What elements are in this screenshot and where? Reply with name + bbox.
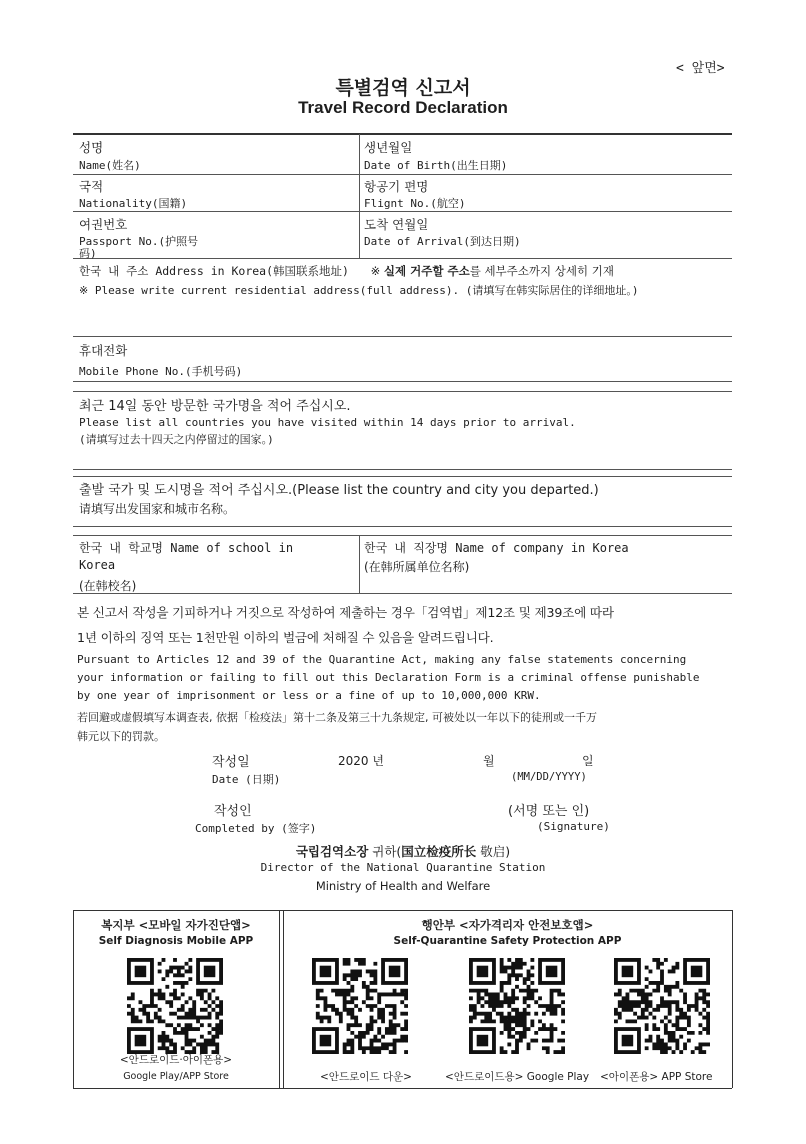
rule — [73, 526, 732, 527]
addressee — [0, 842, 806, 860]
director-mid: 귀하( — [368, 844, 402, 859]
page-side-label: < 앞면> — [676, 61, 725, 76]
school-label: 한국 내 학교명 Name of school in — [79, 541, 294, 555]
company-label: 한국 내 직장명 Name of company in Korea — [364, 541, 629, 555]
rule — [73, 381, 732, 382]
title-korean: 특별검역 신고서 — [335, 77, 471, 99]
arrival-label-en: Date of Arrival(到达日期) — [364, 235, 521, 248]
rule — [73, 391, 732, 392]
director-bold-cn: 国立检疫所长 — [401, 844, 477, 859]
nationality-label-kr: 국적 — [79, 179, 104, 194]
signature-label-en: (Signature) — [537, 820, 610, 833]
date-label-kr: 작성일 — [212, 755, 250, 770]
completed-by-en: Completed by (签字) — [195, 822, 317, 835]
notice-cn-line2: 韩元以下的罚款。 — [77, 730, 165, 743]
right-app-title-en: Self-Quarantine Safety Protection APP — [393, 935, 622, 947]
qr-code-icon — [469, 958, 565, 1054]
rule — [73, 593, 732, 594]
note-mark: ※ — [370, 264, 381, 278]
countries-label-en: Please list all countries you have visited within 14 days prior to arrival. — [79, 416, 576, 429]
notice-kr-line2: 1년 이하의 징역 또는 1천만원 이하의 벌금에 처해질 수 있음을 알려드립니다. — [77, 630, 494, 645]
right-app-title-kr: 행안부 <자가격리자 안전보호앱> — [421, 918, 594, 932]
dob-label-en: Date of Birth(出生日期) — [364, 159, 508, 172]
qr-code-icon — [312, 958, 408, 1054]
app-box-bottom — [73, 1088, 732, 1089]
qr1-label: <안드로이드 다운> — [320, 1071, 412, 1083]
rule — [73, 258, 732, 259]
name-label-kr: 성명 — [79, 140, 104, 155]
flight-label-en: Flignt No.(航空) — [364, 197, 466, 210]
rule — [73, 174, 732, 175]
rule — [73, 336, 732, 337]
date-month: 월 — [483, 754, 495, 768]
column-divider — [359, 536, 360, 593]
notice-kr-line1: 본 신고서 작성을 기피하거나 거짓으로 작성하여 제출하는 경우「검역법」제12조 및 제39조에 따라 — [77, 605, 614, 620]
director-end: 敬启) — [476, 844, 511, 859]
arrival-label-kr: 도착 연월일 — [364, 217, 429, 232]
mobile-label-en: Mobile Phone No.(手机号码) — [79, 365, 243, 378]
notice-cn-line1: 若回避或虚假填写本调查表, 依据「检疫法」第十二条及第三十九条规定, 可被处以一年以下的徒刑或一千万 — [77, 711, 597, 724]
passport-label-kr: 여권번호 — [79, 217, 128, 232]
left-app-store-label: Google Play/APP Store — [123, 1071, 229, 1082]
mobile-label-kr: 휴대전화 — [79, 343, 128, 358]
dob-label-kr: 생년월일 — [364, 140, 413, 155]
rule — [73, 535, 732, 536]
company-label-cn: (在韩所属单位名称) — [364, 560, 470, 574]
passport-label-en: Passport No.(护照号 — [79, 235, 199, 248]
rule — [73, 476, 732, 477]
notice-en-line2: your information or failing to fill out this Declaration Form is a criminal offense punishable — [77, 671, 700, 684]
nationality-label-en: Nationality(国籍) — [79, 197, 188, 210]
rule — [73, 211, 732, 212]
address-note-rest: 를 세부주소까지 상세히 기재 — [469, 264, 614, 278]
app-box-right — [732, 910, 733, 1088]
date-day: 일 — [582, 754, 594, 768]
date-year: 2020 년 — [338, 754, 384, 768]
rule — [73, 469, 732, 470]
countries-label-cn: (请填写过去十四天之内停留过的国家。) — [79, 433, 274, 446]
date-format: (MM/DD/YYYY) — [511, 771, 587, 783]
left-app-label: <안드로이드·아이폰용> — [119, 1054, 233, 1066]
school-label-cont: Korea — [79, 558, 116, 572]
departure-label-cn: 请填写出发国家和城市名称。 — [79, 502, 236, 516]
left-app-title-kr: 복지부 <모바일 자가진단앱> — [101, 918, 251, 932]
app-box-divider — [279, 910, 280, 1088]
app-box-top — [73, 910, 732, 911]
column-divider — [359, 134, 360, 258]
name-label-en: Name(姓名) — [79, 159, 141, 172]
qr3-label: <아이폰용> APP Store — [600, 1071, 713, 1083]
qr-code-icon — [127, 958, 223, 1054]
address-note-en: ※ Please write current residential address(full address). (请填写在韩实际居住的详细地址。) — [79, 284, 639, 297]
director-en: Director of the National Quarantine Station — [260, 861, 546, 874]
address-label-text: 한국 내 주소 Address in Korea(韩国联系地址) — [79, 264, 349, 278]
passport-label-en-cont: 码) — [79, 247, 97, 260]
address-label — [79, 263, 614, 279]
ministry-name: Ministry of Health and Welfare — [315, 879, 491, 893]
notice-en-line1: Pursuant to Articles 12 and 39 of the Quarantine Act, making any false statements concerning — [77, 653, 687, 666]
left-app-title-en: Self Diagnosis Mobile APP — [98, 935, 254, 947]
director-bold-kr: 국립검역소장 — [295, 844, 369, 859]
date-label-en: Date (日期) — [212, 773, 281, 786]
flight-label-kr: 항공기 편명 — [364, 179, 429, 194]
qr2-label: <안드로이드용> Google Play — [445, 1071, 590, 1083]
address-note-bold: 실제 거주할 주소 — [383, 264, 470, 278]
notice-en-line3: by one year of imprisonment or less or a fine of up to 10,000,000 KRW. — [77, 689, 541, 702]
qr-code-icon — [614, 958, 710, 1054]
signature-label-kr: (서명 또는 인) — [508, 804, 590, 819]
departure-label: 출발 국가 및 도시명을 적어 주십시오.(Please list the country and city you departed.) — [79, 483, 599, 498]
title-english: Travel Record Declaration — [298, 98, 508, 117]
school-label-cn: (在韩校名) — [79, 579, 137, 593]
completed-by-kr: 작성인 — [214, 804, 252, 819]
form-top-rule — [73, 133, 732, 135]
countries-label-kr: 최근 14일 동안 방문한 국가명을 적어 주십시오. — [79, 399, 351, 414]
